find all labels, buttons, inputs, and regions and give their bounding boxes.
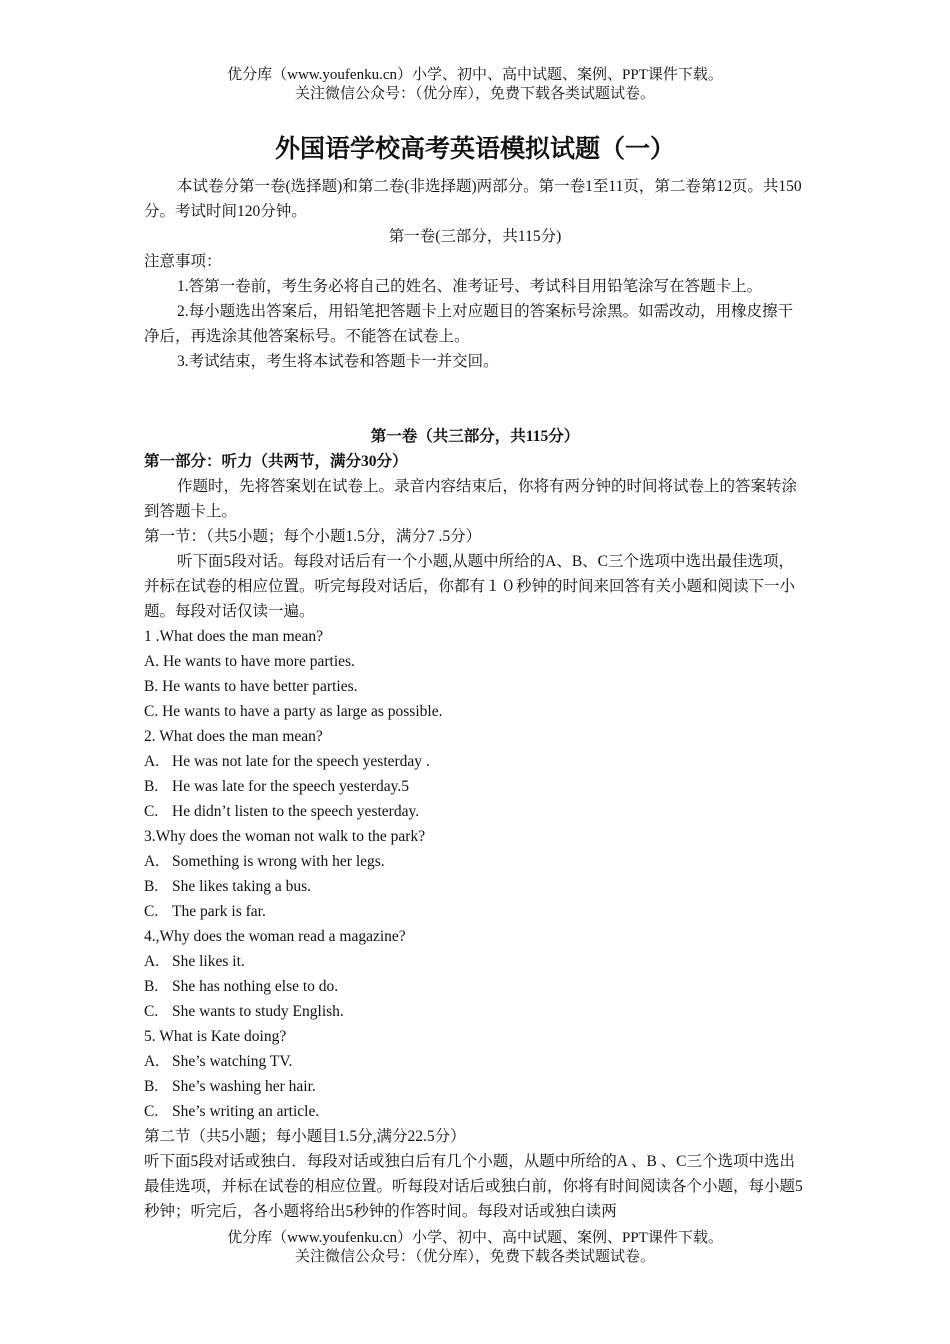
option-text: She wants to study English.: [172, 1003, 344, 1020]
option-a: [144, 1049, 806, 1074]
option-b: [144, 1074, 806, 1099]
option-label: A.: [144, 753, 160, 770]
option-c: [144, 999, 806, 1024]
option-label: C.: [144, 903, 159, 920]
notes-heading: 注意事项：: [144, 253, 222, 270]
question-stem: 5. What is Kate doing?: [144, 1028, 287, 1045]
option-b: [144, 774, 806, 799]
option-label: C.: [144, 803, 159, 820]
option-label: B.: [144, 778, 159, 795]
option-label: A.: [144, 953, 160, 970]
question-stem: 2. What does the man mean?: [144, 728, 323, 745]
question-1: [144, 624, 806, 724]
option-c: C. He wants to have a party as large as possible.: [144, 703, 443, 720]
option-a: [144, 949, 806, 974]
question-5: [144, 1024, 806, 1124]
spacer: [144, 374, 806, 424]
option-c: [144, 799, 806, 824]
option-text: She’s washing her hair.: [172, 1078, 316, 1095]
option-label: B.: [144, 978, 159, 995]
option-label: B.: [144, 878, 159, 895]
header-line-1: 优分库（www.youfenku.cn）小学、初中、高中试题、案例、PPT课件下载。: [227, 67, 723, 83]
section1-heading: 第一节：（共5小题；每个小题1.5分，满分7 .5分）: [144, 528, 482, 545]
option-label: C.: [144, 1103, 159, 1120]
option-text: The park is far.: [172, 903, 266, 920]
option-c: [144, 899, 806, 924]
document-body: [144, 130, 806, 1224]
note-item: 3.考试结束，考生将本试卷和答题卡一并交回。: [177, 353, 499, 370]
question-stem: 3.Why does the woman not walk to the park?: [144, 828, 426, 845]
section2-heading: 第二节（共5小题；每小题目1.5分,满分22.5分）: [144, 1128, 466, 1145]
note-item: 2.每小题选出答案后，用铅笔把答题卡上对应题目的答案标号涂黑。如需改动，用橡皮擦干净后，再选涂其他答案标号。不能答在试卷上。: [144, 303, 794, 345]
option-text: He was late for the speech yesterday.5: [172, 778, 409, 795]
part1-instructions: 作题时，先将答案划在试卷上。录音内容结束后，你将有两分钟的时间将试卷上的答案转涂到答题卡上。: [144, 478, 798, 520]
option-label: C.: [144, 1003, 159, 1020]
option-b: [144, 874, 806, 899]
option-label: A.: [144, 1053, 160, 1070]
question-2: [144, 724, 806, 824]
option-text: She’s watching TV.: [172, 1053, 293, 1070]
question-3: [144, 824, 806, 924]
page-footer: [0, 1229, 950, 1267]
option-text: She’s writing an article.: [172, 1103, 320, 1120]
volume-heading: 第一卷（共三部分，共115分）: [370, 428, 580, 445]
option-c: [144, 1099, 806, 1124]
option-label: B.: [144, 1078, 159, 1095]
footer-line-1: 优分库（www.youfenku.cn）小学、初中、高中试题、案例、PPT课件下载。: [227, 1230, 723, 1246]
option-text: She likes taking a bus.: [172, 878, 312, 895]
footer-line-2: 关注微信公众号：（优分库），免费下载各类试题试卷。: [294, 1249, 655, 1265]
section2-instructions: 听下面5段对话或独白．每段对话或独白后有几个小题，从题中所给的A 、B 、C三个选项中选出最佳选项，并标在试卷的相应位置。听每段对话后或独白前，你将有时间阅读各个小题，每小题5秒钟；听完后，各小题将给出5秒钟的作答时间。每段对话或独白读两: [144, 1153, 803, 1220]
header-line-2: 关注微信公众号：（优分库），免费下载各类试题试卷。: [294, 86, 655, 102]
question-stem: 1 .What does the man mean?: [144, 628, 324, 645]
option-text: He was not late for the speech yesterday .: [172, 753, 430, 770]
volume-line: 第一卷(三部分，共115分): [388, 228, 562, 245]
question-stem: 4.,Why does the woman read a magazine?: [144, 928, 406, 945]
option-b: [144, 974, 806, 999]
option-label: A.: [144, 853, 160, 870]
note-item: 1.答第一卷前，考生务必将自己的姓名、准考证号、考试科目用铅笔涂写在答题卡上。: [177, 278, 763, 295]
option-text: He didn’t listen to the speech yesterday.: [172, 803, 420, 820]
option-a: [144, 849, 806, 874]
option-text: She likes it.: [172, 953, 245, 970]
part1-heading: 第一部分：听力（共两节，满分30分）: [144, 453, 408, 470]
option-text: Something is wrong with her legs.: [172, 853, 385, 870]
question-4: [144, 924, 806, 1024]
option-a: [144, 749, 806, 774]
option-a: A. He wants to have more parties.: [144, 653, 355, 670]
page-header: [0, 66, 950, 104]
option-text: She has nothing else to do.: [172, 978, 339, 995]
intro-paragraph: 本试卷分第一卷(选择题)和第二卷(非选择题)两部分。第一卷1至11页，第二卷第12页。共150分。考试时间120分钟。: [144, 178, 802, 220]
section1-instructions: 听下面5段对话。每段对话后有一个小题,从题中所给的A、B、C三个选项中选出最佳选项，并标在试卷的相应位置。听完每段对话后，你都有１０秒钟的时间来回答有关小题和阅读下一小题。每段对话仅读一遍。: [144, 553, 796, 620]
page-title: 外国语学校高考英语模拟试题（一）: [274, 136, 675, 163]
option-b: B. He wants to have better parties.: [144, 678, 358, 695]
